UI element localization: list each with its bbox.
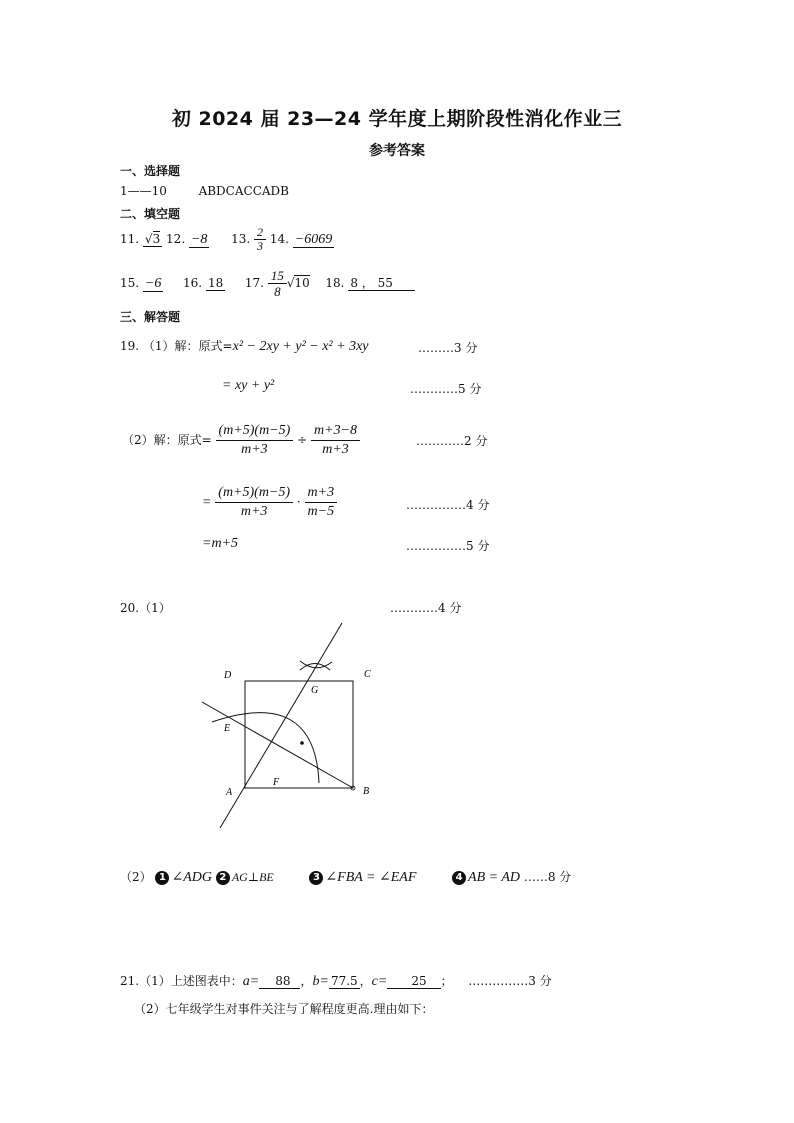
square-abcd — [245, 681, 353, 788]
q19-part2-den2: m+3 — [322, 442, 349, 457]
q19-part2-frac2 — [311, 422, 360, 459]
q20-answer-2: AG⊥BE — [231, 870, 274, 884]
q20-answer-1: ∠ADG — [171, 870, 212, 885]
q19-part2-num1: (m+5)(m−5) — [216, 422, 294, 441]
q19-step2-eq: = — [202, 495, 212, 510]
q13-denominator: 3 — [257, 239, 263, 253]
circle-1: 1 — [155, 871, 169, 885]
q11-label: 11. — [120, 232, 140, 246]
q19-part2 — [122, 420, 360, 460]
label-b: B — [363, 786, 370, 797]
q11-radicand: 3 — [152, 232, 161, 246]
q19-step2-num2: m+3 — [305, 484, 338, 503]
page-title: 初 2024 届 23—24 学年度上期阶段性消化作业三 — [171, 108, 623, 130]
q19-part1-expr: x² − 2xy + y² − x² + 3xy — [232, 339, 369, 354]
q20-answer-3: ∠FBA = ∠EAF — [325, 870, 417, 885]
q16-label: 16. — [183, 276, 203, 290]
q14-label: 14. — [269, 232, 289, 246]
q17-denominator: 8 — [274, 284, 281, 299]
q19-step2-frac1 — [215, 484, 293, 521]
q19-part2-score: …………2 分 — [416, 434, 488, 448]
choice-answers-row — [120, 184, 289, 198]
q18-answer: 8 ， 55 — [348, 276, 415, 291]
line-ag — [220, 623, 342, 828]
q19-step2-den2: m−5 — [307, 504, 335, 519]
q19-part2-op: ÷ — [297, 433, 308, 447]
q20-answer-4: AB = AD — [468, 870, 521, 885]
q17-numerator: 15 — [268, 268, 287, 284]
q18-label: 18. — [325, 276, 345, 290]
q20-part2 — [120, 868, 571, 887]
q21-c-label: c= — [371, 974, 388, 989]
q19-label: 19. — [120, 339, 140, 353]
q16-answer: 18 — [207, 276, 224, 290]
q19-step2-num1: (m+5)(m−5) — [215, 484, 293, 503]
q21-sep1: ， — [300, 974, 313, 988]
q13-label: 13. — [231, 232, 251, 246]
q20-part2-score: ……8 分 — [523, 870, 572, 884]
q21-b-label: b= — [312, 974, 329, 989]
choice-range: 1——10 — [120, 184, 167, 198]
q19-step3-score: ……………5 分 — [406, 539, 490, 553]
point-dot — [300, 741, 304, 745]
q21-label: 21.（1）上述图表中： — [120, 974, 243, 988]
q11-answer: √3 — [144, 232, 161, 246]
fill-row-1 — [120, 226, 334, 260]
q17-radicand: 10 — [294, 276, 310, 290]
construction-figure — [190, 615, 390, 835]
q17-radical: √10 — [286, 276, 310, 290]
q19-step2-op: · — [296, 495, 301, 509]
section-heading-solve: 三、解答题 — [120, 310, 181, 324]
choice-answers: ABDCACCADB — [198, 184, 289, 198]
q19-part2-frac1 — [216, 422, 294, 459]
q13-numerator: 2 — [254, 226, 266, 240]
q21-c-value: 25 — [387, 974, 440, 989]
q17-label: 17. — [244, 276, 264, 290]
q15-answer: −6 — [144, 276, 162, 291]
q19-part2-den1: m+3 — [241, 442, 268, 457]
q21-score: ……………3 分 — [468, 974, 552, 988]
q19-part1-result: = xy + y² — [222, 378, 275, 393]
section-heading-choice: 一、选择题 — [120, 164, 181, 178]
q19-step2-score: ……………4 分 — [406, 498, 490, 512]
q21-a-label: a= — [242, 974, 260, 989]
label-d: D — [224, 670, 232, 681]
q19-step3: =m+5 — [202, 536, 239, 551]
q17-fraction — [268, 268, 287, 299]
q19-step2-frac2 — [305, 484, 338, 521]
label-f: F — [273, 777, 280, 788]
fill-row-2 — [120, 264, 415, 304]
q19-part1 — [120, 338, 369, 355]
q21-part2: （2）七年级学生对事件关注与了解程度更高.理由如下： — [134, 1002, 434, 1016]
q12-answer: −8 — [190, 232, 208, 247]
q21-sep2: ， — [359, 974, 372, 988]
label-g: G — [311, 685, 319, 696]
label-c: C — [364, 669, 371, 680]
q19-part1-prefix: （1）解：原式= — [142, 339, 233, 353]
q21-part1 — [120, 973, 552, 990]
label-a: A — [226, 787, 233, 798]
q21-b-value: 77.5 — [330, 974, 358, 988]
q20-label: 20.（1） — [120, 601, 171, 615]
circle-3: 3 — [309, 871, 323, 885]
q21-a-value: 88 — [259, 974, 300, 989]
q15-label: 15. — [120, 276, 140, 290]
page-subtitle: 参考答案 — [369, 143, 425, 159]
q12-label: 12. — [166, 232, 186, 246]
q19-part1-score: ………3 分 — [418, 341, 478, 355]
q20-score: …………4 分 — [390, 601, 462, 615]
circle-2: 2 — [216, 871, 230, 885]
circle-4: 4 — [452, 871, 466, 885]
section-heading-fill: 二、填空题 — [120, 207, 181, 221]
q14-answer: −6069 — [294, 232, 333, 247]
q19-part1-result-score: …………5 分 — [410, 382, 482, 396]
q19-step2-den1: m+3 — [240, 504, 268, 519]
label-e: E — [224, 723, 231, 734]
q13-fraction — [254, 226, 266, 253]
q19-part2-prefix: （2）解：原式= — [122, 433, 212, 447]
q19-part2-num2: m+3−8 — [311, 422, 360, 441]
q21-sep3: ； — [440, 974, 453, 988]
q19-step2 — [202, 482, 337, 523]
q20-part2-prefix: （2） — [120, 870, 152, 884]
